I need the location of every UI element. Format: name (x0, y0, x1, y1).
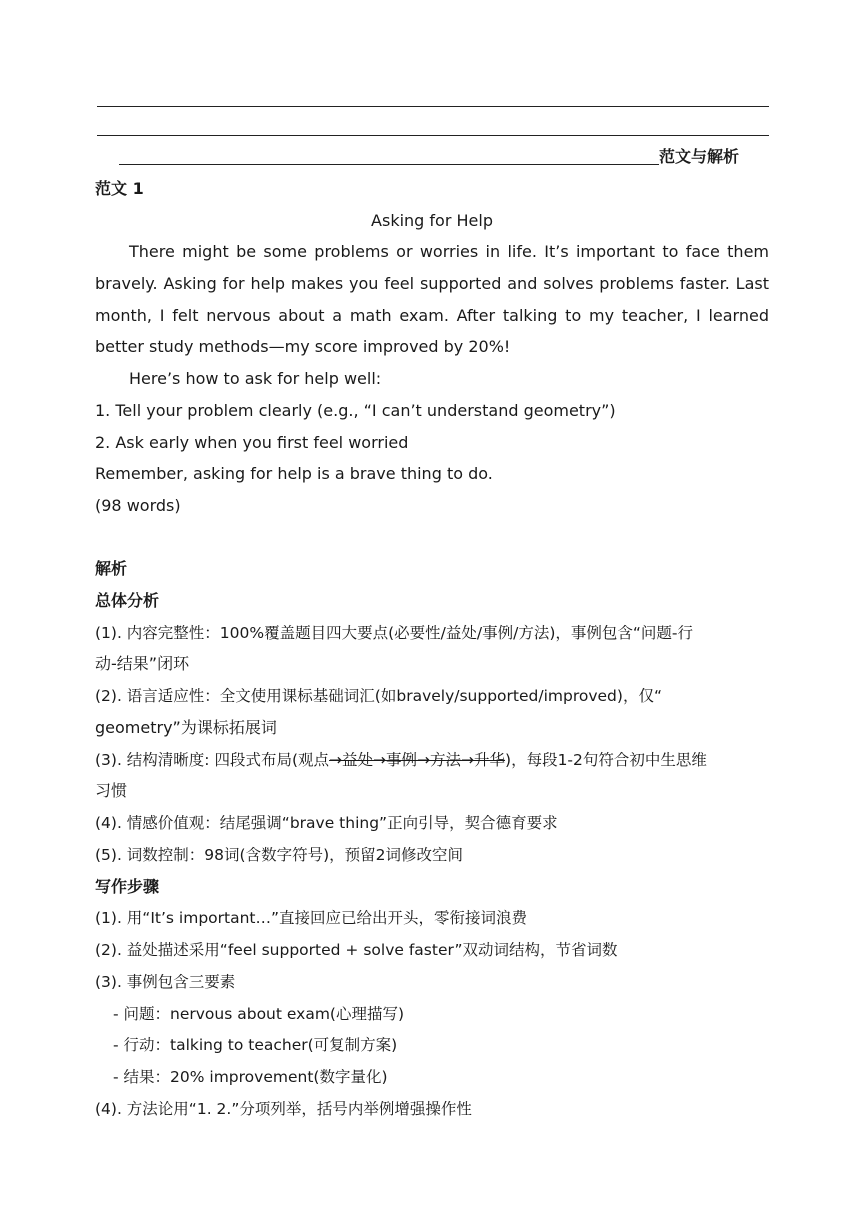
essay-para1-line3: month, I felt nervous about a math exam. After talking to my teacher, I learned (95, 306, 769, 325)
flow-step-method: →方法 (417, 751, 462, 769)
sub-step-action: - 行动：talking to teacher(可复制方案) (113, 1036, 398, 1054)
flow-step-sublimation: →升华 (461, 751, 506, 769)
overall-item-1-line2: 动-结果”闭环 (95, 654, 190, 673)
overall-item-3-line1 (95, 750, 707, 770)
writing-step-3: (3). 事例包含三要素 (95, 973, 236, 991)
writing-steps-heading: 写作步骤 (95, 877, 160, 896)
essay-word-count: (98 words) (95, 496, 181, 515)
answer-line-1 (97, 106, 769, 107)
overall-item-2-line1: (2). 语言适应性：全文使用课标基础词汇(如bravely/supported/improved)，仅“ (95, 687, 662, 705)
sub-step-problem: - 问题：nervous about exam(心理描写) (113, 1005, 405, 1023)
overall-item-5: (5). 词数控制：98词(含数字符号)，预留2词修改空间 (95, 846, 463, 864)
writing-step-4: (4). 方法论用“1. 2.”分项列举，括号内举例增强操作性 (95, 1100, 472, 1118)
essay-tip-1: 1. Tell your problem clearly (e.g., “I can’t understand geometry”) (95, 401, 616, 420)
essay-para1-line4: better study methods—my score improved by 20%! (95, 337, 511, 356)
flow-step-benefit: →益处 (329, 751, 374, 769)
overall-item-3-suffix: )，每段1-2句符合初中生思维 (505, 751, 707, 769)
answer-line-3 (119, 164, 659, 165)
writing-step-1: (1). 用“It’s important…”直接回应已给出开头，零衔接词浪费 (95, 909, 528, 927)
overall-item-3-line2: 习惯 (95, 781, 128, 800)
section-label: 范文与解析 (659, 147, 740, 166)
essay-title: Asking for Help (371, 211, 493, 230)
essay-tip-2: 2. Ask early when you first feel worried (95, 433, 409, 452)
flow-step-example: →事例 (373, 751, 418, 769)
overall-item-2-line2: geometry”为课标拓展词 (95, 718, 277, 737)
essay-para1-line2: bravely. Asking for help makes you feel supported and solves problems faster. Last (95, 274, 769, 293)
overall-item-4: (4). 情感价值观：结尾强调“brave thing”正向引导，契合德育要求 (95, 814, 558, 832)
overall-analysis-heading: 总体分析 (95, 591, 160, 610)
answer-line-2 (97, 135, 769, 136)
essay-para2-intro: Here’s how to ask for help well: (129, 369, 382, 388)
analysis-heading: 解析 (95, 559, 128, 578)
essay-para1-line1: There might be some problems or worries in life. It’s important to face them (129, 242, 769, 261)
sub-step-result: - 结果：20% improvement(数字量化) (113, 1068, 388, 1086)
essay-label: 范文 1 (95, 179, 144, 198)
overall-item-1-line1: (1). 内容完整性：100%覆盖题目四大要点(必要性/益处/事例/方法)，事例包含“问题-行 (95, 624, 694, 642)
essay-closing: Remember, asking for help is a brave thing to do. (95, 464, 493, 483)
writing-step-2: (2). 益处描述采用“feel supported + solve faster”双动词结构，节省词数 (95, 941, 618, 959)
overall-item-3-prefix: (3). 结构清晰度: 四段式布局(观点 (95, 751, 330, 769)
